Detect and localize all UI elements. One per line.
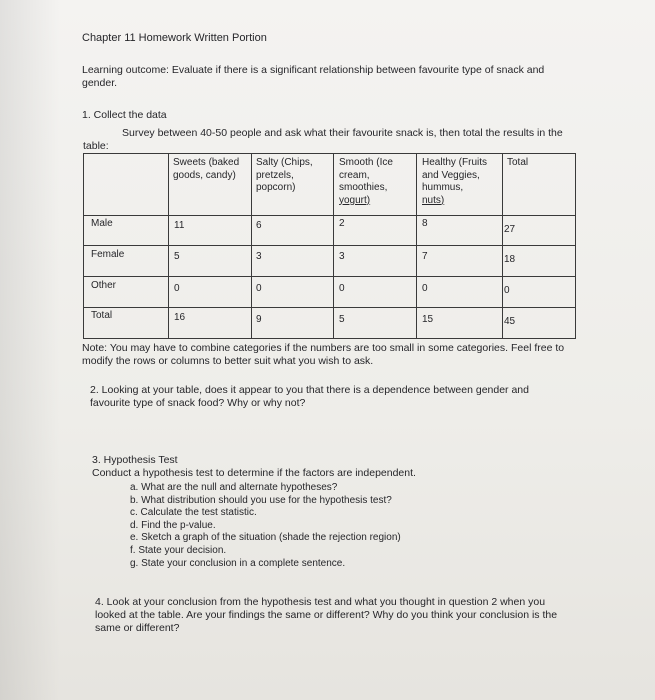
hypothesis-steps-list	[130, 482, 401, 570]
table-divider	[416, 153, 417, 339]
header-smooth: Smooth (Ice cream, smoothies, yogurt)	[339, 157, 393, 206]
table-border-top	[83, 153, 576, 154]
table-label: table:	[83, 140, 109, 152]
table-divider	[83, 215, 576, 216]
question-1-instruction: Survey between 40-50 people and ask what their favourite snack is, then total the results in the	[122, 127, 563, 139]
table-cell: 0	[339, 283, 345, 294]
table-cell: 18	[504, 254, 516, 265]
table-divider	[83, 307, 576, 308]
row-label-total: Total	[91, 310, 113, 321]
table-cell: 0	[256, 283, 262, 294]
question-3-instruction: Conduct a hypothesis test to determine if the factors are independent.	[92, 467, 416, 479]
table-divider	[83, 276, 576, 277]
row-label-other: Other	[91, 280, 117, 291]
table-border-right	[575, 153, 576, 339]
list-item: e. Sketch a graph of the situation (shade the rejection region)	[130, 532, 401, 544]
table-cell: 2	[339, 218, 345, 229]
table-border-bottom	[83, 338, 576, 339]
page-shadow	[0, 0, 60, 700]
header-healthy: Healthy (Fruits and Veggies, hummus, nuts)	[422, 157, 488, 206]
table-cell: 27	[504, 224, 516, 235]
table-cell: 8	[422, 218, 428, 229]
row-label-female: Female	[91, 249, 125, 260]
table-cell: 9	[256, 314, 262, 325]
row-label-male: Male	[91, 218, 113, 229]
page-title: Chapter 11 Homework Written Portion	[82, 32, 267, 44]
table-divider	[251, 153, 252, 339]
list-item: b. What distribution should you use for the hypothesis test?	[130, 494, 392, 506]
question-3-heading: 3. Hypothesis Test	[92, 454, 178, 466]
table-cell: 45	[504, 316, 516, 327]
list-item: f. State your decision.	[130, 544, 227, 556]
question-1-heading: 1. Collect the data	[82, 109, 167, 121]
table-cell: 15	[422, 314, 434, 325]
table-cell: 0	[422, 283, 428, 294]
list-item: a. What are the null and alternate hypotheses?	[130, 482, 338, 493]
table-border-left	[83, 153, 84, 339]
table-cell: 11	[174, 220, 185, 231]
learning-outcome: Learning outcome: Evaluate if there is a significant relationship between favourite type of snack and gender.	[82, 64, 545, 89]
table-cell: 0	[174, 283, 180, 294]
question-2: 2. Looking at your table, does it appear to you that there is a dependence between gender and favourite type of snack food? Why or why not?	[90, 384, 529, 409]
header-sweets: Sweets (baked goods, candy)	[173, 157, 240, 181]
table-cell: 7	[422, 251, 428, 262]
table-cell: 0	[504, 285, 510, 296]
table-divider	[168, 153, 169, 339]
survey-table	[83, 153, 576, 339]
header-salty: Salty (Chips, pretzels, popcorn)	[256, 157, 313, 193]
table-note: Note: You may have to combine categories if the numbers are too small in some categories. Feel free to modify the rows or columns to better suit what you wish to ask.	[82, 342, 565, 367]
table-cell: 3	[256, 251, 262, 262]
table-cell: 6	[256, 220, 262, 231]
list-item: c. Calculate the test statistic.	[130, 507, 257, 519]
question-4: 4. Look at your conclusion from the hypothesis test and what you thought in question 2 when you looked at the table. Are your findings the same or different? Why do you think your conclusion is the same or different?	[95, 596, 558, 634]
list-item: g. State your conclusion in a complete sentence.	[130, 557, 346, 569]
table-divider	[83, 245, 576, 246]
table-cell: 5	[339, 314, 345, 325]
table-divider	[333, 153, 334, 339]
table-divider	[502, 153, 503, 339]
table-cell: 3	[339, 251, 345, 262]
header-total: Total	[507, 157, 529, 168]
table-cell: 5	[174, 251, 180, 262]
table-cell: 16	[174, 312, 186, 323]
list-item: d. Find the p-value.	[130, 519, 216, 531]
